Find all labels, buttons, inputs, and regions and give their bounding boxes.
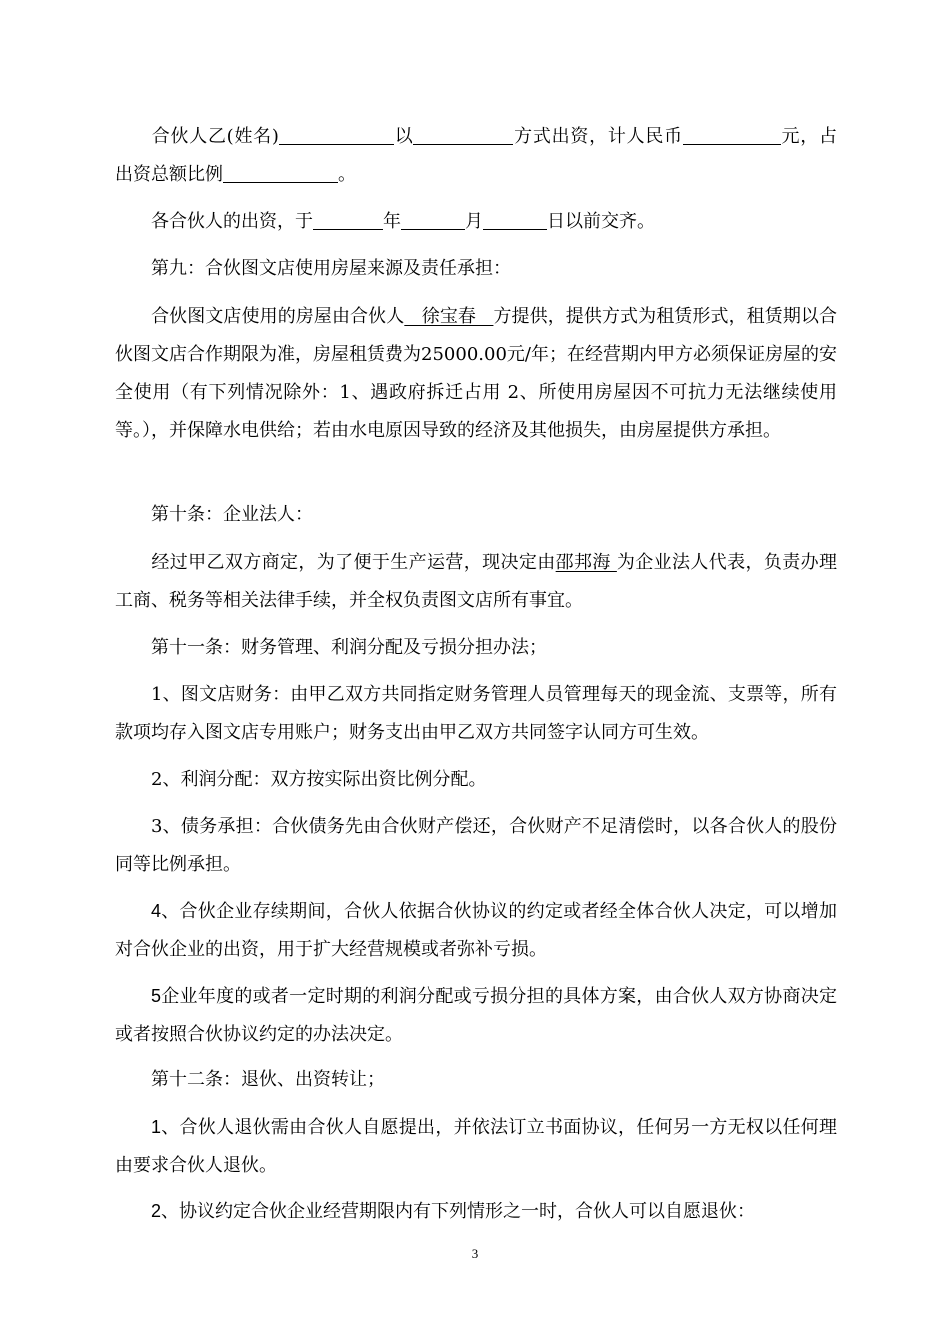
paragraph-finance bbox=[115, 676, 837, 752]
text: 月 bbox=[465, 211, 483, 232]
method-blank bbox=[413, 124, 513, 145]
paragraph-withdrawal bbox=[115, 1108, 837, 1185]
text: 1、图文店财务：由甲乙双方共同指定财务管理人员管理每天的现金流、支票等，所有款项均存入图文店专用账户；财务支出由甲乙双方共同签字认同方可生效。 bbox=[115, 684, 837, 743]
paragraph-payment-date bbox=[115, 203, 837, 241]
text: 第十二条：退伙、出资转让； bbox=[151, 1069, 385, 1090]
paragraph-withdrawal-conditions bbox=[115, 1192, 837, 1231]
text: 方式出资，计人民币 bbox=[513, 126, 683, 147]
text: 以 bbox=[393, 126, 414, 147]
paragraph-debt bbox=[115, 808, 837, 884]
text: 元，占出资总额比例 bbox=[115, 126, 838, 185]
text: 年 bbox=[383, 211, 401, 232]
page-number: 3 bbox=[471, 1246, 479, 1261]
text: 第十条：企业法人： bbox=[151, 504, 313, 525]
name-blank bbox=[279, 124, 394, 145]
text: 第十一条：财务管理、利润分配及亏损分担办法； bbox=[151, 637, 547, 658]
text: 企业年度的或者一定时期的利润分配或亏损分担的具体方案，由合伙人双方协商决定或者按照合伙协议约定的办法决定。 bbox=[115, 986, 837, 1045]
text: 2、利润分配：双方按实际出资比例分配。 bbox=[151, 769, 487, 790]
item-number: 4 bbox=[151, 901, 162, 921]
ratio-blank bbox=[223, 162, 338, 183]
text: 日以前交齐。 bbox=[547, 211, 655, 232]
item-number: 1 bbox=[151, 1117, 162, 1137]
paragraph-capital-increase bbox=[115, 892, 837, 969]
text: 合伙人乙(姓名) bbox=[151, 126, 279, 147]
text: 3、债务承担：合伙债务先由合伙财产偿还，合伙财产不足清偿时，以各合伙人的股份同等比例承担。 bbox=[115, 816, 837, 875]
heading-article-12 bbox=[115, 1061, 837, 1099]
text: 各合伙人的出资，于 bbox=[151, 211, 313, 232]
text: 第九：合伙图文店使用房屋来源及责任承担： bbox=[151, 258, 511, 279]
text: 。 bbox=[338, 164, 356, 185]
text: 、协议约定合伙企业经营期限内有下列情形之一时，合伙人可以自愿退伙： bbox=[161, 1201, 756, 1222]
text: 为企业法人代表，负责办理工商、税务等相关法律手续，并全权负责图文店所有事宜。 bbox=[115, 552, 838, 611]
year-blank bbox=[313, 209, 383, 230]
amount-blank bbox=[683, 124, 781, 145]
text: 经过甲乙双方商定，为了便于生产运营，现决定由 bbox=[151, 552, 556, 573]
month-blank bbox=[401, 209, 465, 230]
day-blank bbox=[483, 209, 547, 230]
item-number: 2 bbox=[151, 1201, 162, 1221]
paragraph-partner-b-contribution bbox=[115, 118, 837, 194]
paragraph-premises bbox=[115, 298, 837, 450]
paragraph-profit bbox=[115, 761, 837, 799]
text: 方提供，提供方式为租赁形式，租赁期以合伙图文店合作期限为准，房屋租赁费为25000.00元/年；在经营期内甲方必须保证房屋的安全使用（有下列情况除外：1、遇政府拆迁占用 2、所使用房屋因不可抗力无法继续使用等。），并保障水电供给；若由水电原因导致的经济及其他损失，由房屋提供方承担。 bbox=[115, 306, 838, 441]
text: 、合伙人退伙需由合伙人自愿提出，并依法订立书面协议，任何另一方无权以任何理由要求合伙人退伙。 bbox=[115, 1117, 837, 1176]
text: 、合伙企业存续期间，合伙人依据合伙协议的约定或者经全体合伙人决定，可以增加对合伙企业的出资，用于扩大经营规模或者弥补亏损。 bbox=[115, 901, 837, 960]
provider-name: 徐宝春 bbox=[404, 306, 494, 327]
legal-rep-name: 邵邦海 bbox=[555, 552, 617, 573]
paragraph-annual-plan bbox=[115, 977, 837, 1054]
item-number: 5 bbox=[151, 986, 162, 1006]
heading-article-9 bbox=[115, 250, 837, 288]
paragraph-legal-rep bbox=[115, 544, 837, 620]
text: 合伙图文店使用的房屋由合伙人 bbox=[151, 306, 405, 327]
heading-article-11 bbox=[115, 629, 837, 667]
heading-article-10 bbox=[115, 496, 837, 534]
